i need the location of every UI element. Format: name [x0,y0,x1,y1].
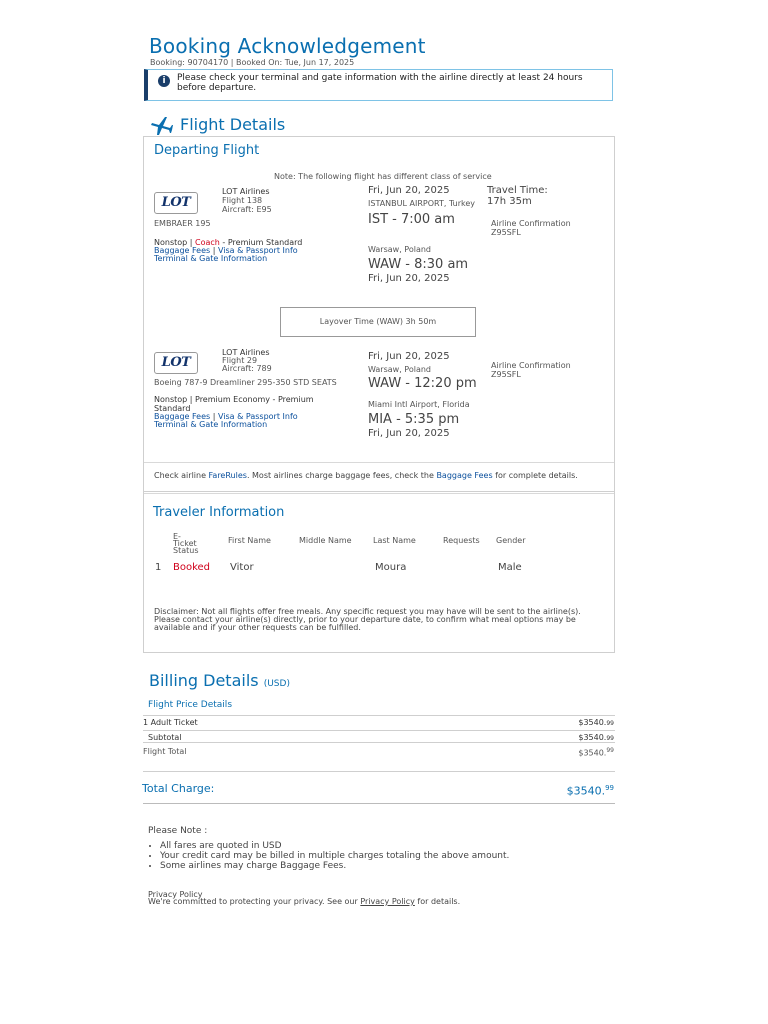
disclaimer: Disclaimer: Not all flights offer free meals. Any specific request you may have will be sent to the airline(s). Please contact your airline(s) directly, prior to your departure date, to confirm what meal options may be available and if your other requests can be fulfilled. [154,607,581,632]
col-middle-name: Middle Name [299,536,352,545]
travel-time: 17h 35m [487,196,532,207]
billing-heading: Billing Details (USD) [149,671,290,690]
booking-meta: Booking: 90704170 | Booked On: Tue, Jun 17, 2025 [150,58,355,67]
travel-time-label: Travel Time: [487,185,548,196]
airline-name: LOT Airlines [222,187,270,196]
page-title: Booking Acknowledgement [149,34,426,58]
col-requests: Requests [443,536,480,545]
col-first-name: First Name [228,536,271,545]
depart-airport: ISTANBUL AIRPORT, Turkey [368,199,475,208]
flight-total-amount: $3540.99 [578,747,614,758]
depart-time: IST - 7:00 am [368,212,455,227]
subtotal-label: Subtotal [148,733,182,742]
aircraft-code: Aircraft: E95 [222,205,272,214]
airline-confirmation: Z95SFL [491,228,521,237]
baggage-fees-link[interactable]: Baggage Fees [154,246,211,255]
col-last-name: Last Name [373,536,416,545]
lot-airlines-logo: LOT [154,352,198,374]
arrive-airport: Miami Intl Airport, Florida [368,400,470,409]
info-icon: i [158,75,170,87]
privacy-policy-title: Privacy Policy [148,890,203,899]
divider [143,771,615,772]
visa-passport-link[interactable]: Visa & Passport Info [217,412,298,421]
arrive-time: WAW - 8:30 am [368,257,469,272]
notice-text: Please check your terminal and gate information with the airline directly at least 24 hours before departure. [177,73,583,93]
visa-passport-link[interactable]: Visa & Passport Info [217,246,298,255]
please-note-heading: Please Note : [148,826,208,836]
aircraft-code: Aircraft: 789 [222,364,272,373]
first-name: Vitor [230,562,254,573]
arrive-date: Fri, Jun 20, 2025 [368,273,450,284]
baggage-fees-link[interactable]: Baggage Fees [436,471,493,480]
arrive-time: MIA - 5:35 pm [368,412,460,427]
list-item: • All fares are quoted in USD [160,841,509,851]
last-name: Moura [375,562,407,573]
class-note: Note: The following flight has different class of service [274,172,492,181]
gender: Male [498,562,522,573]
service-class: Nonstop | Premium Economy - Premium Standard [154,395,314,413]
depart-date: Fri, Jun 20, 2025 [368,185,450,196]
list-item: • Your credit card may be billed in multiple charges totaling the above amount. [160,851,509,861]
notes-list [148,841,509,871]
arrive-date: Fri, Jun 20, 2025 [368,428,450,439]
total-charge-label: Total Charge: [142,782,215,795]
divider [143,730,615,731]
divider [144,493,614,494]
divider [144,462,614,463]
airline-confirmation-label: Airline Confirmation [491,361,571,370]
terminal-gate-link[interactable]: Terminal & Gate Information [154,254,268,263]
total-charge-amount: $3540.99 [566,784,614,798]
flight-number: Flight 138 [222,196,263,205]
col-eticket-status: E-Ticket Status [173,532,199,555]
segment-links: Baggage Fees | Visa & Passport Info [154,412,298,421]
lot-airlines-logo: LOT [154,192,198,214]
divider [143,742,615,743]
notice-banner [144,69,613,101]
airline-name: LOT Airlines [222,348,270,357]
farerules-link[interactable]: FareRules [208,471,247,480]
service-class: Nonstop | Coach - Premium Standard [154,238,303,247]
baggage-fees-link[interactable]: Baggage Fees [154,412,211,421]
departing-flight-heading: Departing Flight [154,143,260,158]
divider [143,803,615,804]
col-gender: Gender [496,536,526,545]
list-item: • Some airlines may charge Baggage Fees. [160,861,509,871]
divider [143,715,615,716]
flight-total-label: Flight Total [143,747,187,756]
adult-ticket-label: 1 Adult Ticket [143,718,198,727]
aircraft-name: Boeing 787-9 Dreamliner 295-350 STD SEATS [154,378,337,387]
terminal-gate-link[interactable]: Terminal & Gate Information [154,420,268,429]
adult-ticket-amount: $3540.99 [578,718,614,727]
aircraft-name: EMBRAER 195 [154,219,211,228]
fare-rules-note: Check airline FareRules. Most airlines charge baggage fees, check the Baggage Fees for complete details. [154,471,578,480]
layover-text: Layover Time (WAW) 3h 50m [319,317,437,326]
depart-date: Fri, Jun 20, 2025 [368,351,450,362]
privacy-note: We're committed to protecting your privacy. See our Privacy Policy for details. [148,897,461,906]
privacy-policy-link[interactable]: Privacy Policy [360,897,415,906]
subtotal-amount: $3540.99 [578,733,614,742]
airplane-icon [150,114,174,136]
traveler-number: 1 [155,562,162,573]
depart-airport: Warsaw, Poland [368,365,431,374]
depart-time: WAW - 12:20 pm [368,376,477,391]
flight-number: Flight 29 [222,356,258,365]
traveler-info-heading: Traveler Information [153,505,285,520]
flight-price-details: Flight Price Details [148,700,233,710]
segment-links: Baggage Fees | Visa & Passport Info [154,246,298,255]
flight-details-title: Flight Details [180,115,286,134]
arrive-airport: Warsaw, Poland [368,245,431,254]
layover-box [280,307,476,337]
airline-confirmation: Z95SFL [491,370,521,379]
airline-confirmation-label: Airline Confirmation [491,219,571,228]
status-badge: Booked [173,562,211,573]
